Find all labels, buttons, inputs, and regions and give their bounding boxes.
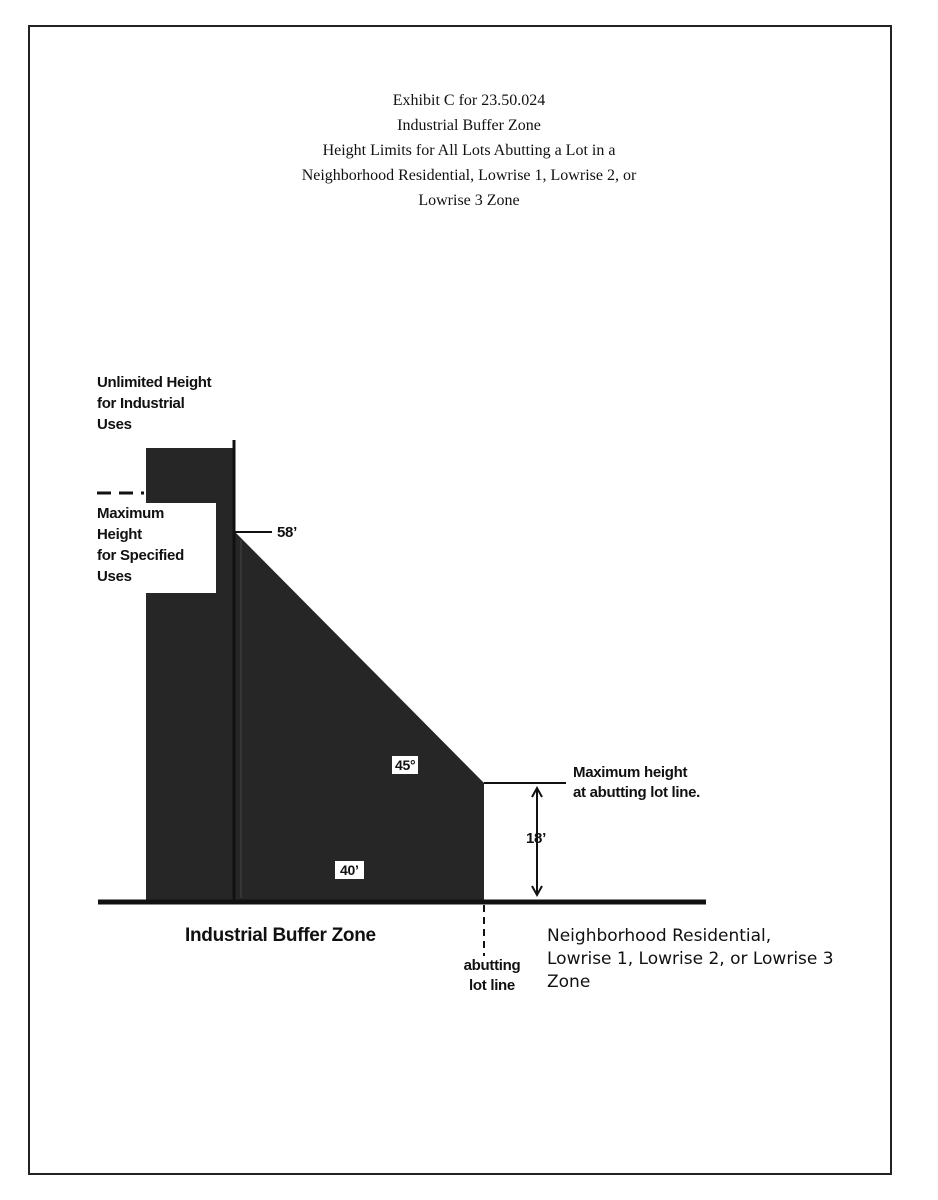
height-58-label: 58’: [277, 524, 297, 541]
title-line-1: Exhibit C for 23.50.024: [392, 92, 546, 109]
residential-zone-label: [547, 925, 877, 994]
max-specified-line-4: Uses: [97, 568, 132, 585]
title-line-3: Height Limits for All Lots Abutting a Lot in a: [322, 142, 616, 159]
max-specified-line-2: Height: [97, 526, 142, 543]
title-line-4: Neighborhood Residential, Lowrise 1, Lowrise 2, or: [301, 167, 637, 184]
max-abutting-line-2: at abutting lot line.: [573, 784, 701, 801]
max-height-specified-label: [97, 503, 216, 593]
abutting-lot-line-label: [454, 956, 530, 996]
industrial-buffer-zone-label: Industrial Buffer Zone: [185, 925, 376, 946]
unlimited-height-label: [97, 372, 257, 435]
abutting-line-2: lot line: [469, 977, 515, 994]
height-18-label: 18’: [526, 830, 546, 847]
unlimited-line-2: for Industrial: [97, 395, 185, 412]
zone-line-3: Zone: [547, 972, 591, 992]
zone-line-1: Neighborhood Residential,: [547, 926, 772, 946]
unlimited-line-3: Uses: [97, 416, 132, 433]
unlimited-line-1: Unlimited Height: [97, 374, 212, 391]
title-line-2: Industrial Buffer Zone: [397, 117, 541, 134]
max-height-abutting-label: [573, 763, 773, 803]
max-specified-line-1: Maximum: [97, 505, 165, 522]
max-abutting-line-1: Maximum height: [573, 764, 688, 781]
depth-40-label: 40’: [335, 861, 364, 879]
abutting-line-1: abutting: [463, 957, 521, 974]
angle-45-label: 45°: [392, 756, 418, 774]
max-specified-line-3: for Specified: [97, 547, 184, 564]
title-line-5: Lowrise 3 Zone: [418, 192, 520, 209]
zone-line-2: Lowrise 1, Lowrise 2, or Lowrise 3: [547, 949, 834, 969]
